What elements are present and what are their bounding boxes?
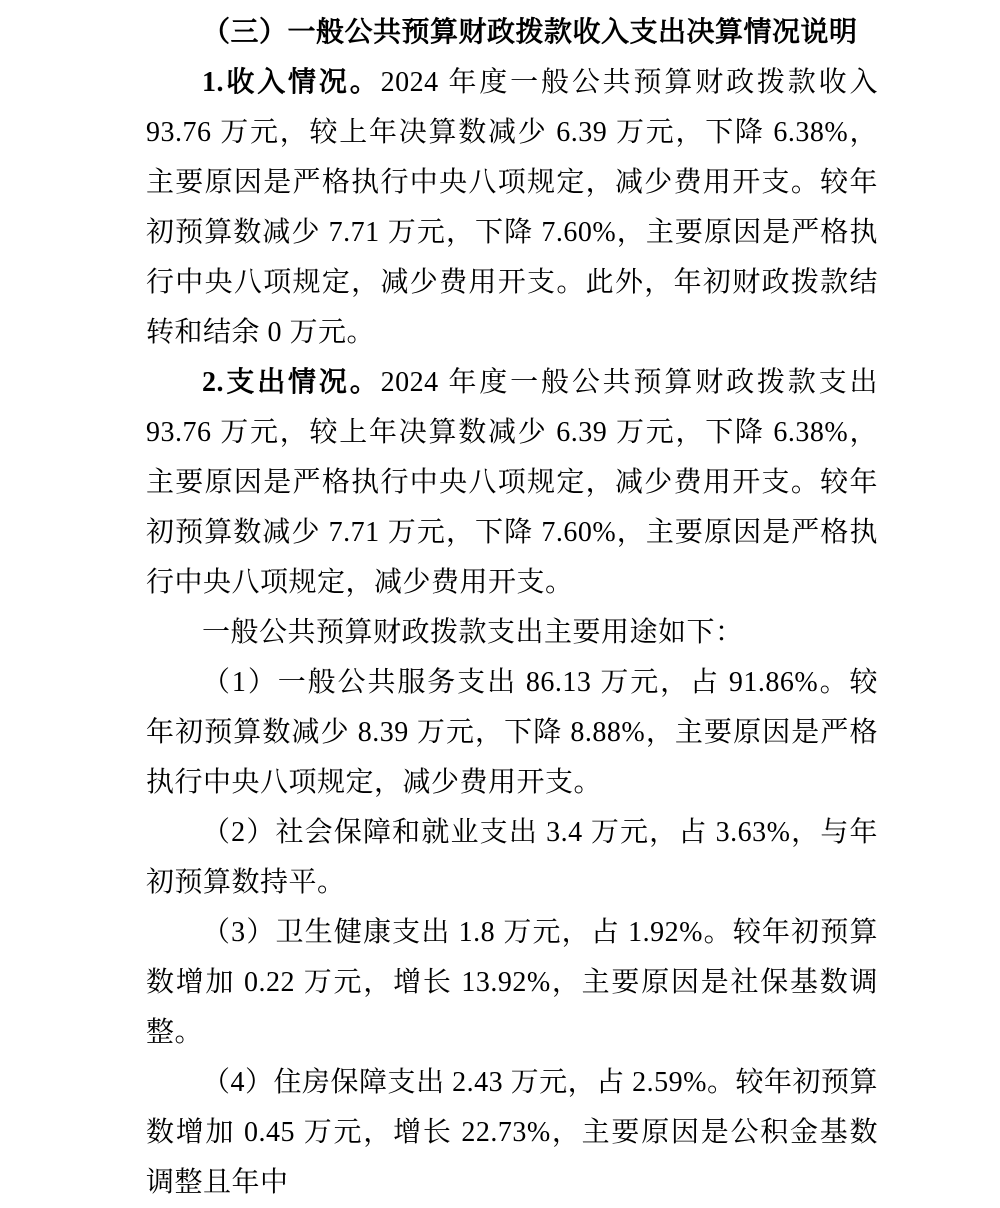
paragraph-usage-intro-text: 一般公共预算财政拨款支出主要用途如下： bbox=[202, 617, 744, 648]
paragraph-usage-intro bbox=[146, 608, 878, 658]
paragraph-item-1-text: （1）一般公共服务支出 86.13 万元，占 91.86%。较年初预算数减少 8.39 万元，下降 8.88%，主要原因是严格执行中央八项规定，减少费用开支。 bbox=[146, 667, 878, 798]
paragraph-item-4-text: （4）住房保障支出 2.43 万元，占 2.59%。较年初预算数增加 0.45 万元，增长 22.73%，主要原因是公积金基数调整且年中 bbox=[146, 1067, 878, 1198]
section-heading: （三）一般公共预算财政拨款收入支出决算情况说明 bbox=[202, 17, 858, 48]
paragraph-expenditure-text: 2024 年度一般公共预算财政拨款支出 93.76 万元，较上年决算数减少 6.39 万元，下降 6.38%，主要原因是严格执行中央八项规定，减少费用开支。较年初预算数减少 7.71 万元，下降 7.60%，主要原因是严格执行中央八项规定，减少费用开支。 bbox=[146, 367, 878, 598]
paragraph-item-2-text: （2）社会保障和就业支出 3.4 万元，占 3.63%，与年初预算数持平。 bbox=[146, 817, 878, 898]
paragraph-item-2-social-security bbox=[146, 808, 878, 908]
paragraph-income-lead: 1.收入情况。 bbox=[202, 67, 381, 98]
paragraph-income bbox=[146, 58, 878, 358]
paragraph-expenditure-lead: 2.支出情况。 bbox=[202, 367, 381, 398]
paragraph-income-text: 2024 年度一般公共预算财政拨款收入 93.76 万元，较上年决算数减少 6.39 万元，下降 6.38%，主要原因是严格执行中央八项规定，减少费用开支。较年初预算数减少 7.71 万元，下降 7.60%，主要原因是严格执行中央八项规定，减少费用开支。此外，年初财政拨款结转和结余 0 万元。 bbox=[146, 67, 878, 348]
paragraph-item-1-general-services bbox=[146, 658, 878, 808]
paragraph-item-3-text: （3）卫生健康支出 1.8 万元，占 1.92%。较年初预算数增加 0.22 万元，增长 13.92%，主要原因是社保基数调整。 bbox=[146, 917, 878, 1048]
paragraph-item-4-housing bbox=[146, 1058, 878, 1208]
paragraph-item-3-health bbox=[146, 908, 878, 1058]
paragraph-expenditure bbox=[146, 358, 878, 608]
